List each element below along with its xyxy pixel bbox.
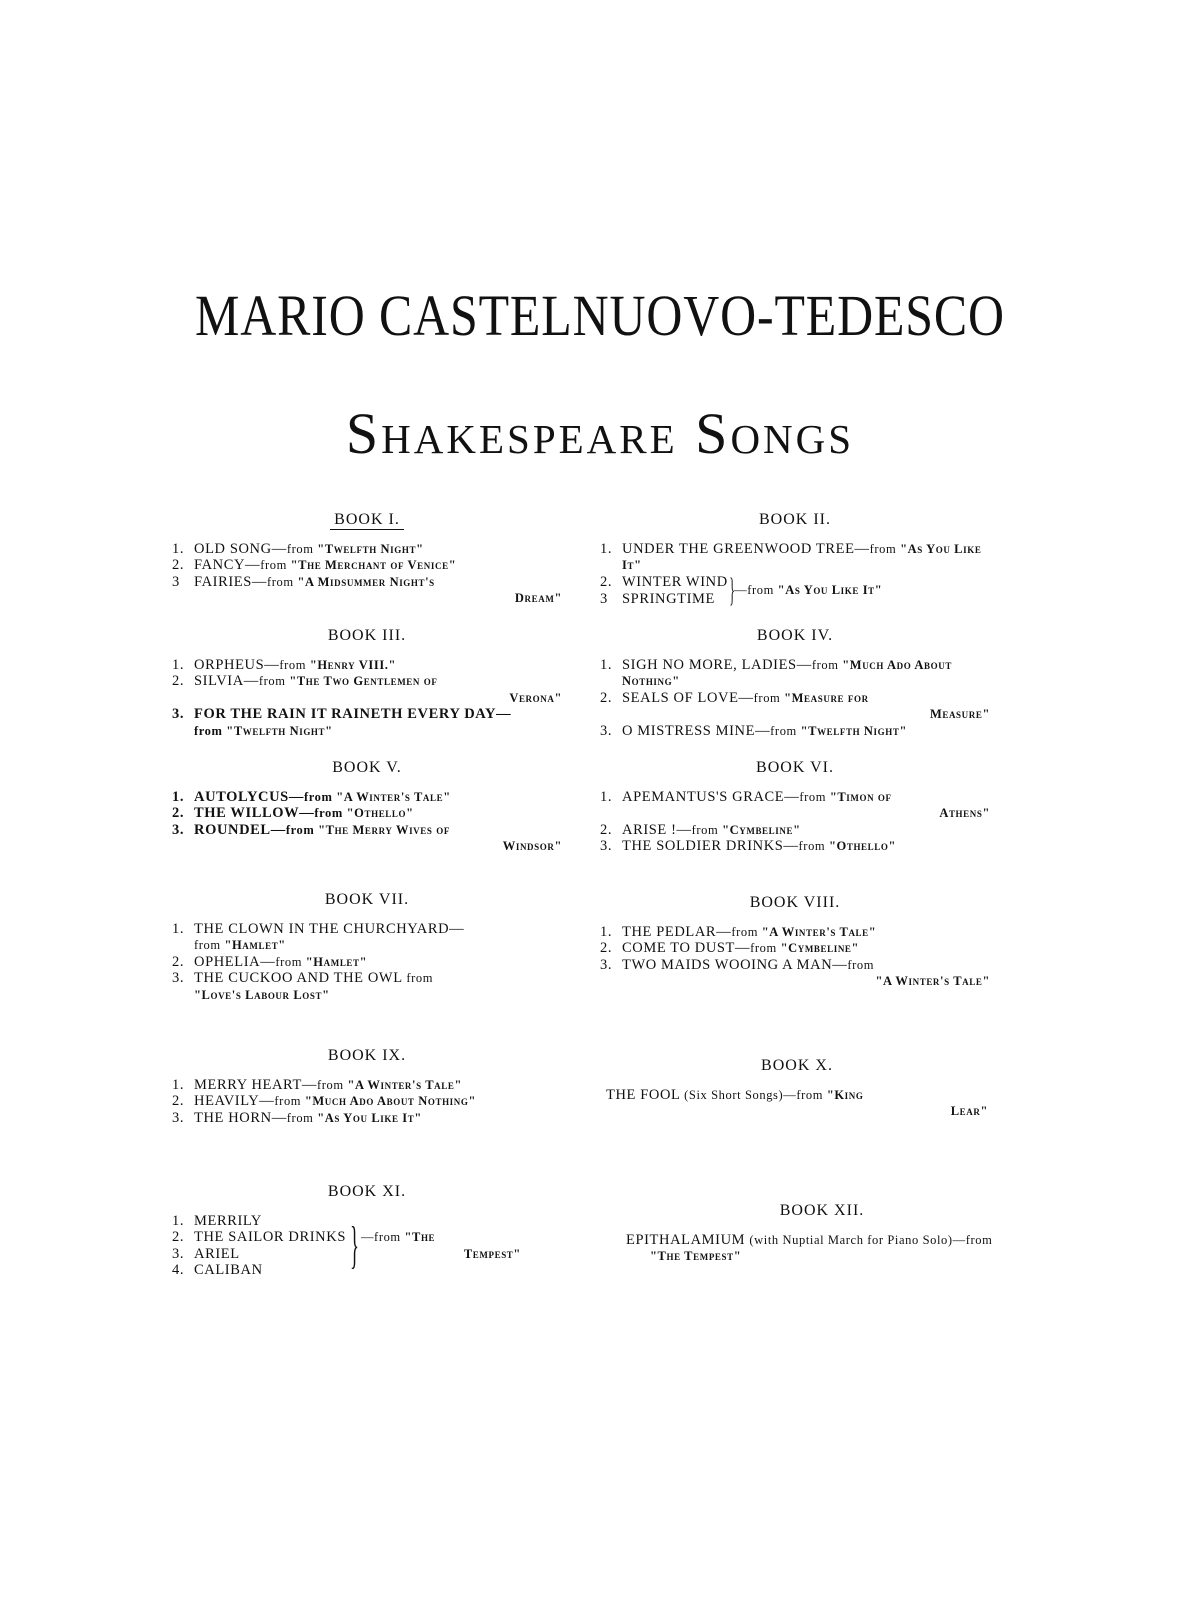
song-list xyxy=(600,924,990,990)
song-entry: 1. MERRILY xyxy=(172,1212,262,1229)
song-entry: 2. COME TO DUST—from "Cymbeline" xyxy=(600,940,860,956)
book-heading: BOOK VI. xyxy=(756,759,834,776)
work-title: Shakespeare Songs xyxy=(345,401,855,466)
book-heading: BOOK XI. xyxy=(327,1183,407,1200)
song-list xyxy=(172,657,562,740)
book-4 xyxy=(600,628,990,739)
book-heading: BOOK IX. xyxy=(327,1047,407,1064)
song-entry: 2. HEAVILY—from "Much Ado About Nothing" xyxy=(172,1093,477,1109)
song-list xyxy=(600,657,990,740)
song-entry: 1. OLD SONG—from "Twelfth Night" xyxy=(172,540,424,557)
song-entry: 2. THE SAILOR DRINKS xyxy=(172,1229,346,1245)
song-entry: 1. AUTOLYCUS—from "A Winter's Tale" xyxy=(172,788,451,805)
song-entry: 3 FAIRIES—from "A Midsummer Night's Dream" xyxy=(172,573,562,605)
book-12 xyxy=(626,1203,1018,1265)
book-3 xyxy=(172,628,562,739)
song-group xyxy=(600,571,990,609)
book-11 xyxy=(172,1184,562,1279)
song-entry: 1. THE CLOWN IN THE CHURCHYARD— from "Hamlet" xyxy=(172,920,465,952)
song-entry: EPITHALAMIUM (with Nuptial March for Piano Solo)—from "The Tempest" xyxy=(626,1231,993,1263)
book-heading: BOOK VIII. xyxy=(749,894,841,911)
song-entry: 1. SIGH NO MORE, LADIES—from "Much Ado About Nothing" xyxy=(600,656,952,688)
song-entry: 3. THE CUCKOO AND THE OWL from "Love's Labour Lost" xyxy=(172,970,434,1002)
song-list xyxy=(600,789,990,855)
book-8 xyxy=(600,895,990,990)
song-list xyxy=(172,789,562,855)
group-source: —from "As You Like It" xyxy=(734,583,883,598)
song-entry: 4. CALIBAN xyxy=(172,1262,263,1278)
song-entry: 3 SPRINGTIME xyxy=(600,590,716,607)
song-list xyxy=(172,541,562,607)
book-heading: BOOK V. xyxy=(332,759,402,776)
song-list xyxy=(172,1077,562,1127)
song-entry: 2. THE WILLOW—from "Othello" xyxy=(172,805,414,821)
song-entry: 1. MERRY HEART—from "A Winter's Tale" xyxy=(172,1076,462,1093)
song-entry: 2. SEALS OF LOVE—from "Measure for Measure" xyxy=(600,689,990,721)
song-entry: 3. THE SOLDIER DRINKS—from "Othello" xyxy=(600,838,896,854)
book-heading: BOOK IV. xyxy=(756,627,834,644)
brace-glyph: } xyxy=(729,571,735,609)
composer-name: MARIO CASTELNUOVO-TEDESCO xyxy=(195,283,1005,348)
song-entry: 3. ARIEL xyxy=(172,1245,240,1262)
book-2 xyxy=(600,512,990,608)
song-list xyxy=(172,921,562,1004)
book-7 xyxy=(172,892,562,1003)
book-heading: BOOK II. xyxy=(759,511,831,528)
song-entry: 2. SILVIA—from "The Two Gentlemen of Verona" xyxy=(172,673,562,705)
song-entry: 1. THE PEDLAR—from "A Winter's Tale" xyxy=(600,923,877,940)
book-5 xyxy=(172,760,562,855)
song-entry: 3. ROUNDEL—from "The Merry Wives of Windsor" xyxy=(172,821,562,853)
song-entry: 2. ARISE !—from "Cymbeline" xyxy=(600,821,801,838)
book-heading: BOOK X. xyxy=(761,1057,833,1074)
song-entry: 3. O MISTRESS MINE—from "Twelfth Night" xyxy=(600,722,907,739)
song-entry: 1. UNDER THE GREENWOOD TREE—from "As You Like It" xyxy=(600,540,982,572)
song-entry: 3. TWO MAIDS WOOING A MAN—from "A Winter's Tale" xyxy=(600,956,990,988)
song-list xyxy=(600,541,990,574)
song-entry: 2. WINTER WIND xyxy=(600,574,728,590)
book-heading: BOOK VII. xyxy=(324,891,410,908)
song-entry: 1. ORPHEUS—from "Henry VIII." xyxy=(172,656,397,673)
song-entry: 1. APEMANTUS'S GRACE—from "Timon of Athens" xyxy=(600,788,990,820)
song-entry: 2. OPHELIA—from "Hamlet" xyxy=(172,953,368,970)
song-group xyxy=(172,1213,562,1279)
book-1 xyxy=(172,512,562,607)
group-source: —from "The Tempest" xyxy=(360,1230,521,1261)
book-10 xyxy=(606,1058,988,1120)
song-entry: 3. FOR THE RAIN IT RAINETH EVERY DAY— from "Twelfth Night" xyxy=(172,706,512,738)
book-heading: BOOK III. xyxy=(327,627,407,644)
book-9 xyxy=(172,1048,562,1126)
song-entry: 2. FANCY—from "The Merchant of Venice" xyxy=(172,557,457,573)
book-heading: BOOK XII. xyxy=(779,1202,865,1219)
song-entry: 3. THE HORN—from "As You Like It" xyxy=(172,1109,422,1126)
song-entry: THE FOOL (Six Short Songs)—from "King Lear" xyxy=(606,1086,988,1118)
book-6 xyxy=(600,760,990,855)
book-heading: BOOK I. xyxy=(172,512,562,529)
brace-glyph: } xyxy=(350,1216,359,1274)
